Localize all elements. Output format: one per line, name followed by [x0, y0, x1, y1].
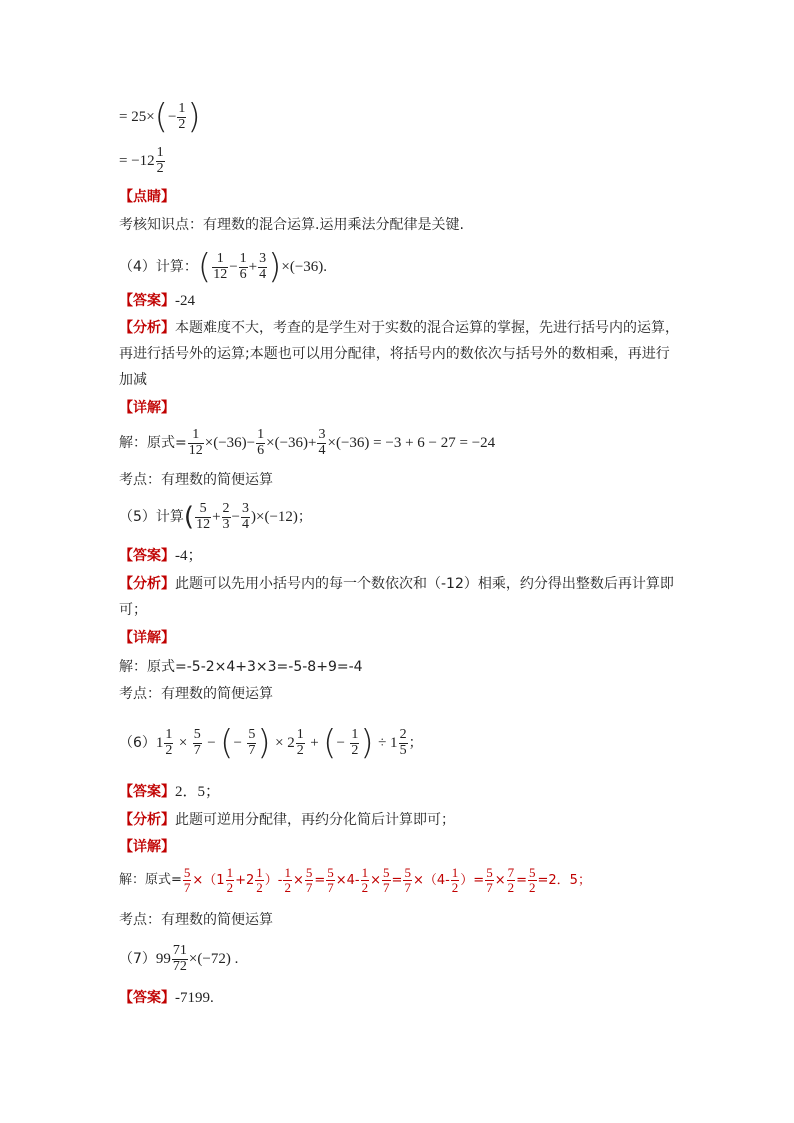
analysis-4: [119, 315, 679, 393]
fraction: [451, 866, 460, 894]
paren-close: ): [268, 247, 282, 287]
answer-label: 【答案】: [119, 548, 175, 564]
numerator: 5: [529, 865, 536, 880]
fraction: [193, 728, 202, 758]
fraction: [382, 866, 391, 894]
answer-value: -4；: [175, 548, 203, 564]
expr-part: =: [391, 872, 403, 888]
denominator: 2: [156, 160, 164, 176]
answer-label: 【答案】: [119, 990, 175, 1006]
q-end: ；: [297, 509, 312, 526]
numerator: 7: [507, 865, 515, 880]
numerator: 3: [242, 501, 250, 516]
numerator: 3: [318, 427, 326, 442]
numerator: 1: [257, 427, 265, 442]
operator: × 2: [275, 735, 295, 751]
numerator: 5: [383, 865, 390, 880]
analysis-5: [119, 571, 679, 623]
numerator: 71: [172, 943, 187, 958]
paren-close: ): [360, 723, 374, 763]
equation-step-2: [119, 146, 166, 176]
fraction: [195, 502, 211, 532]
fraction: [247, 728, 256, 758]
answer-value: -24: [175, 293, 195, 309]
answer-label: 【答案】: [119, 784, 175, 800]
fraction: [188, 428, 204, 458]
denominator: 2: [284, 879, 291, 895]
denominator: 2: [226, 879, 234, 895]
denominator: 2: [256, 879, 263, 895]
denominator: 7: [383, 879, 390, 895]
numerator: 1: [351, 726, 359, 742]
denominator: 7: [183, 879, 191, 895]
fraction: [317, 428, 326, 458]
q-label: （4）计算：: [119, 259, 198, 275]
numerator: 3: [259, 250, 267, 266]
answer-5: [119, 546, 203, 566]
answer-value: -7199.: [175, 990, 214, 1006]
question-7: [119, 944, 238, 974]
paren-close: ): [187, 97, 201, 137]
eq-text: = 25×: [119, 109, 155, 125]
denominator: 2: [529, 879, 536, 895]
numerator: 1: [284, 865, 291, 880]
denominator: 2: [296, 742, 304, 758]
q-tail: )×(−12): [251, 509, 298, 526]
analysis-text: 此题可逆用分配律，再约分化简后计算即可；: [175, 812, 455, 828]
fraction: [156, 146, 165, 176]
section-label-dianjing: 【点睛】: [119, 189, 175, 205]
solution-6: [119, 866, 591, 894]
fraction: [241, 502, 250, 532]
q-label: （6）: [119, 735, 156, 751]
kaodian-4: 考点：有理数的简便运算: [119, 472, 273, 488]
operator: +: [212, 509, 221, 526]
numerator: 5: [199, 501, 207, 516]
expr-part: ×（1: [192, 872, 225, 888]
q-label: （5）计算: [119, 509, 184, 526]
numerator: 1: [239, 250, 247, 266]
equation-step-1: [119, 97, 201, 137]
analysis-label: 【分析】: [119, 576, 175, 592]
fraction: [164, 728, 173, 758]
numerator: 2: [399, 726, 407, 742]
analysis-text: 本题难度不大，考查的是学生对于实数的混合运算的掌握，先进行括号内的运算，再进行括号外的运算;本题也可以用分配律，将括号内的数依次与括号外的数相乘，再进行加减: [119, 320, 679, 388]
eq-text: = −12: [119, 153, 155, 170]
fraction: [183, 866, 192, 894]
expr-part: ×(−36) = −3 + 6 − 27 = −24: [327, 435, 496, 452]
numerator: 5: [486, 865, 493, 880]
kaodian-5: 考点：有理数的简便运算: [119, 686, 273, 702]
expr-part: ×（4-: [412, 872, 450, 888]
numerator: 1: [361, 865, 369, 880]
denominator: 7: [248, 742, 256, 758]
whole: 1: [155, 735, 164, 751]
expr-part: ×4-: [335, 872, 360, 888]
denominator: 72: [172, 958, 187, 974]
numerator: 2: [222, 501, 230, 516]
operator: −: [231, 509, 241, 526]
numerator: 1: [192, 427, 200, 442]
analysis-label: 【分析】: [119, 812, 175, 828]
fraction: [255, 866, 264, 894]
fraction: [283, 866, 292, 894]
operator: +: [310, 735, 319, 751]
q-tail: ×(−36).: [281, 259, 328, 275]
denominator: 2: [165, 742, 173, 758]
q-label: （7）: [119, 951, 156, 968]
denominator: 6: [257, 442, 265, 458]
section-label-xiangjie: 【详解】: [119, 630, 175, 646]
fraction: [296, 728, 305, 758]
neg-sign: −: [233, 735, 242, 751]
solution-expression: [182, 865, 591, 895]
fraction: [172, 944, 188, 974]
numerator: 1: [216, 250, 224, 266]
numerator: 1: [165, 726, 173, 742]
analysis-6: [119, 810, 455, 830]
fraction: [507, 866, 516, 894]
denominator: 3: [222, 516, 230, 532]
q-end: ；: [408, 735, 423, 751]
question-5: [119, 502, 312, 532]
numerator: 5: [327, 865, 334, 880]
denominator: 6: [239, 266, 247, 282]
solution-prefix: 解：原式=: [119, 872, 182, 888]
numerator: 1: [296, 726, 304, 742]
fraction: [326, 866, 335, 894]
analysis-text: 此题可以先用小括号内的每一个数依次和（-12）相乘，约分得出整数后再计算即可；: [119, 576, 674, 618]
denominator: 12: [196, 516, 211, 532]
expr-part: ×: [494, 872, 506, 888]
expr-part: ×(−36)−: [204, 435, 256, 452]
fraction: [212, 252, 228, 282]
operator: ×: [178, 735, 188, 751]
solution-prefix: 解：原式=: [119, 435, 187, 452]
denominator: 2: [178, 116, 186, 132]
expr-part: =2．5；: [537, 872, 591, 888]
expr-part: ×(−36)+: [266, 435, 317, 452]
fraction: [305, 866, 314, 894]
answer-4: [119, 291, 195, 311]
denominator: 7: [404, 879, 411, 895]
numerator: 1: [178, 100, 186, 116]
paren-open: (: [183, 502, 195, 533]
solution-4: [119, 428, 495, 458]
numerator: 1: [156, 145, 164, 160]
fraction: [361, 866, 370, 894]
operator: −: [207, 735, 216, 751]
numerator: 5: [305, 865, 313, 880]
paren-open: (: [197, 247, 212, 287]
numerator: 5: [404, 865, 411, 880]
denominator: 7: [486, 879, 493, 895]
section-label-xiangjie: 【详解】: [119, 400, 175, 416]
expr-part: +2: [235, 872, 255, 888]
denominator: 7: [327, 879, 334, 895]
paren-open: (: [220, 723, 234, 763]
answer-7: [119, 988, 214, 1008]
denominator: 4: [318, 442, 326, 458]
fraction: [256, 428, 265, 458]
denominator: 2: [507, 879, 515, 895]
operator: +: [248, 259, 258, 275]
numerator: 5: [193, 726, 201, 742]
expr-part: =: [314, 872, 326, 888]
answer-6: [119, 782, 220, 802]
solution-5: 解：原式=-5-2×4+3×3=-5-8+9=-4: [119, 659, 363, 675]
denominator: 2: [451, 879, 459, 895]
expr-part: ）-: [264, 872, 283, 888]
fraction: [177, 102, 186, 132]
question-6: [119, 723, 423, 763]
denominator: 12: [188, 442, 203, 458]
fraction: [350, 728, 359, 758]
operator: −: [229, 259, 238, 275]
denominator: 2: [361, 879, 369, 895]
expr-part: =: [516, 872, 528, 888]
neg-sign: −: [336, 735, 345, 751]
section-label-xiangjie: 【详解】: [119, 839, 175, 855]
denominator: 4: [242, 516, 250, 532]
denominator: 2: [351, 742, 359, 758]
expr-part: ）=: [460, 872, 485, 888]
paren-close: ): [257, 723, 271, 763]
paren-open: (: [154, 97, 168, 137]
operator: ÷ 1: [378, 735, 398, 751]
fraction: [528, 866, 537, 894]
dianjing-text: 考核知识点：有理数的混合运算.运用乘法分配律是关键.: [119, 217, 464, 233]
answer-value: 2．5；: [175, 784, 221, 800]
fraction: [399, 728, 408, 758]
denominator: 12: [213, 266, 228, 282]
fraction: [403, 866, 412, 894]
numerator: 1: [256, 865, 263, 880]
question-4: [119, 247, 328, 287]
neg-sign: −: [167, 109, 177, 125]
fraction: [222, 502, 231, 532]
answer-label: 【答案】: [119, 293, 175, 309]
denominator: 4: [259, 266, 267, 282]
analysis-label: 【分析】: [119, 320, 175, 336]
expr-part: ×: [370, 872, 382, 888]
denominator: 5: [399, 742, 407, 758]
paren-open: (: [323, 723, 337, 763]
fraction: [226, 866, 235, 894]
whole: 99: [155, 951, 171, 968]
denominator: 7: [193, 742, 201, 758]
numerator: 1: [226, 865, 234, 880]
expr-part: ×: [292, 872, 304, 888]
fraction: [239, 252, 248, 282]
numerator: 5: [183, 865, 191, 880]
q-tail: ×(−72) .: [188, 951, 239, 968]
fraction: [258, 252, 267, 282]
fraction: [485, 866, 494, 894]
numerator: 5: [248, 726, 256, 742]
numerator: 1: [451, 865, 459, 880]
kaodian-6: 考点：有理数的简便运算: [119, 912, 273, 928]
denominator: 7: [305, 879, 313, 895]
